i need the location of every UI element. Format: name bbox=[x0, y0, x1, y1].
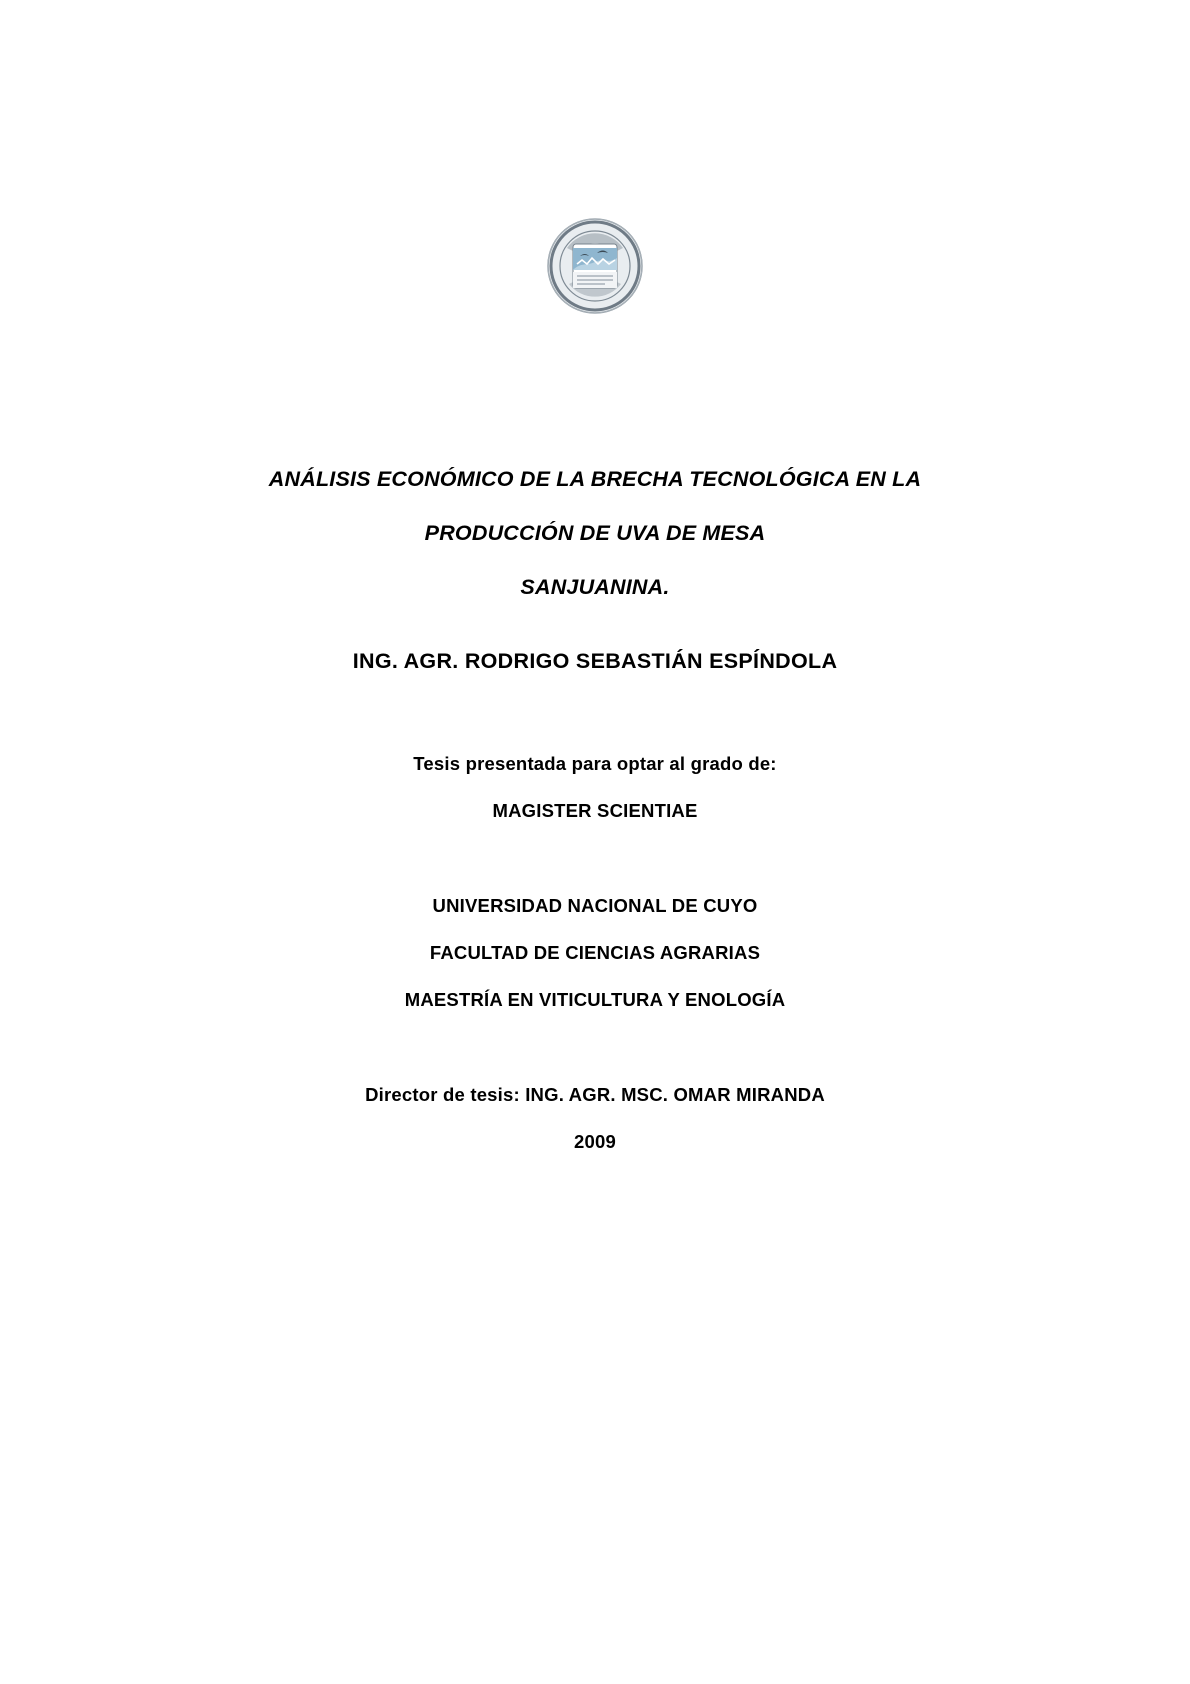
university-seal-icon bbox=[547, 218, 643, 314]
program-name: MAESTRÍA EN VITICULTURA Y ENOLOGÍA bbox=[404, 989, 786, 1010]
author-block bbox=[0, 646, 1190, 676]
advisor-name: Director de tesis: ING. AGR. MSC. OMAR MIRANDA bbox=[365, 1084, 825, 1105]
author-name: ING. AGR. RODRIGO SEBASTIÁN ESPÍNDOLA bbox=[352, 649, 838, 673]
presented-for-label: Tesis presentada para optar al grado de: bbox=[413, 753, 777, 774]
faculty-name: FACULTAD DE CIENCIAS AGRARIAS bbox=[429, 942, 761, 963]
seal-container bbox=[0, 218, 1190, 314]
title-line-1: ANÁLISIS ECONÓMICO DE LA BRECHA TECNOLÓGICA EN LA bbox=[268, 467, 922, 491]
advisor-block bbox=[0, 1071, 1190, 1165]
institution-block bbox=[0, 882, 1190, 1023]
title-line-2: PRODUCCIÓN DE UVA DE MESA bbox=[424, 521, 766, 545]
degree-block bbox=[0, 740, 1190, 834]
degree-name: MAGISTER SCIENTIAE bbox=[492, 800, 698, 821]
document-title bbox=[0, 452, 1190, 614]
university-name: UNIVERSIDAD NACIONAL DE CUYO bbox=[432, 895, 758, 916]
title-line-3: SANJUANINA. bbox=[520, 575, 670, 599]
publication-year: 2009 bbox=[574, 1131, 616, 1152]
